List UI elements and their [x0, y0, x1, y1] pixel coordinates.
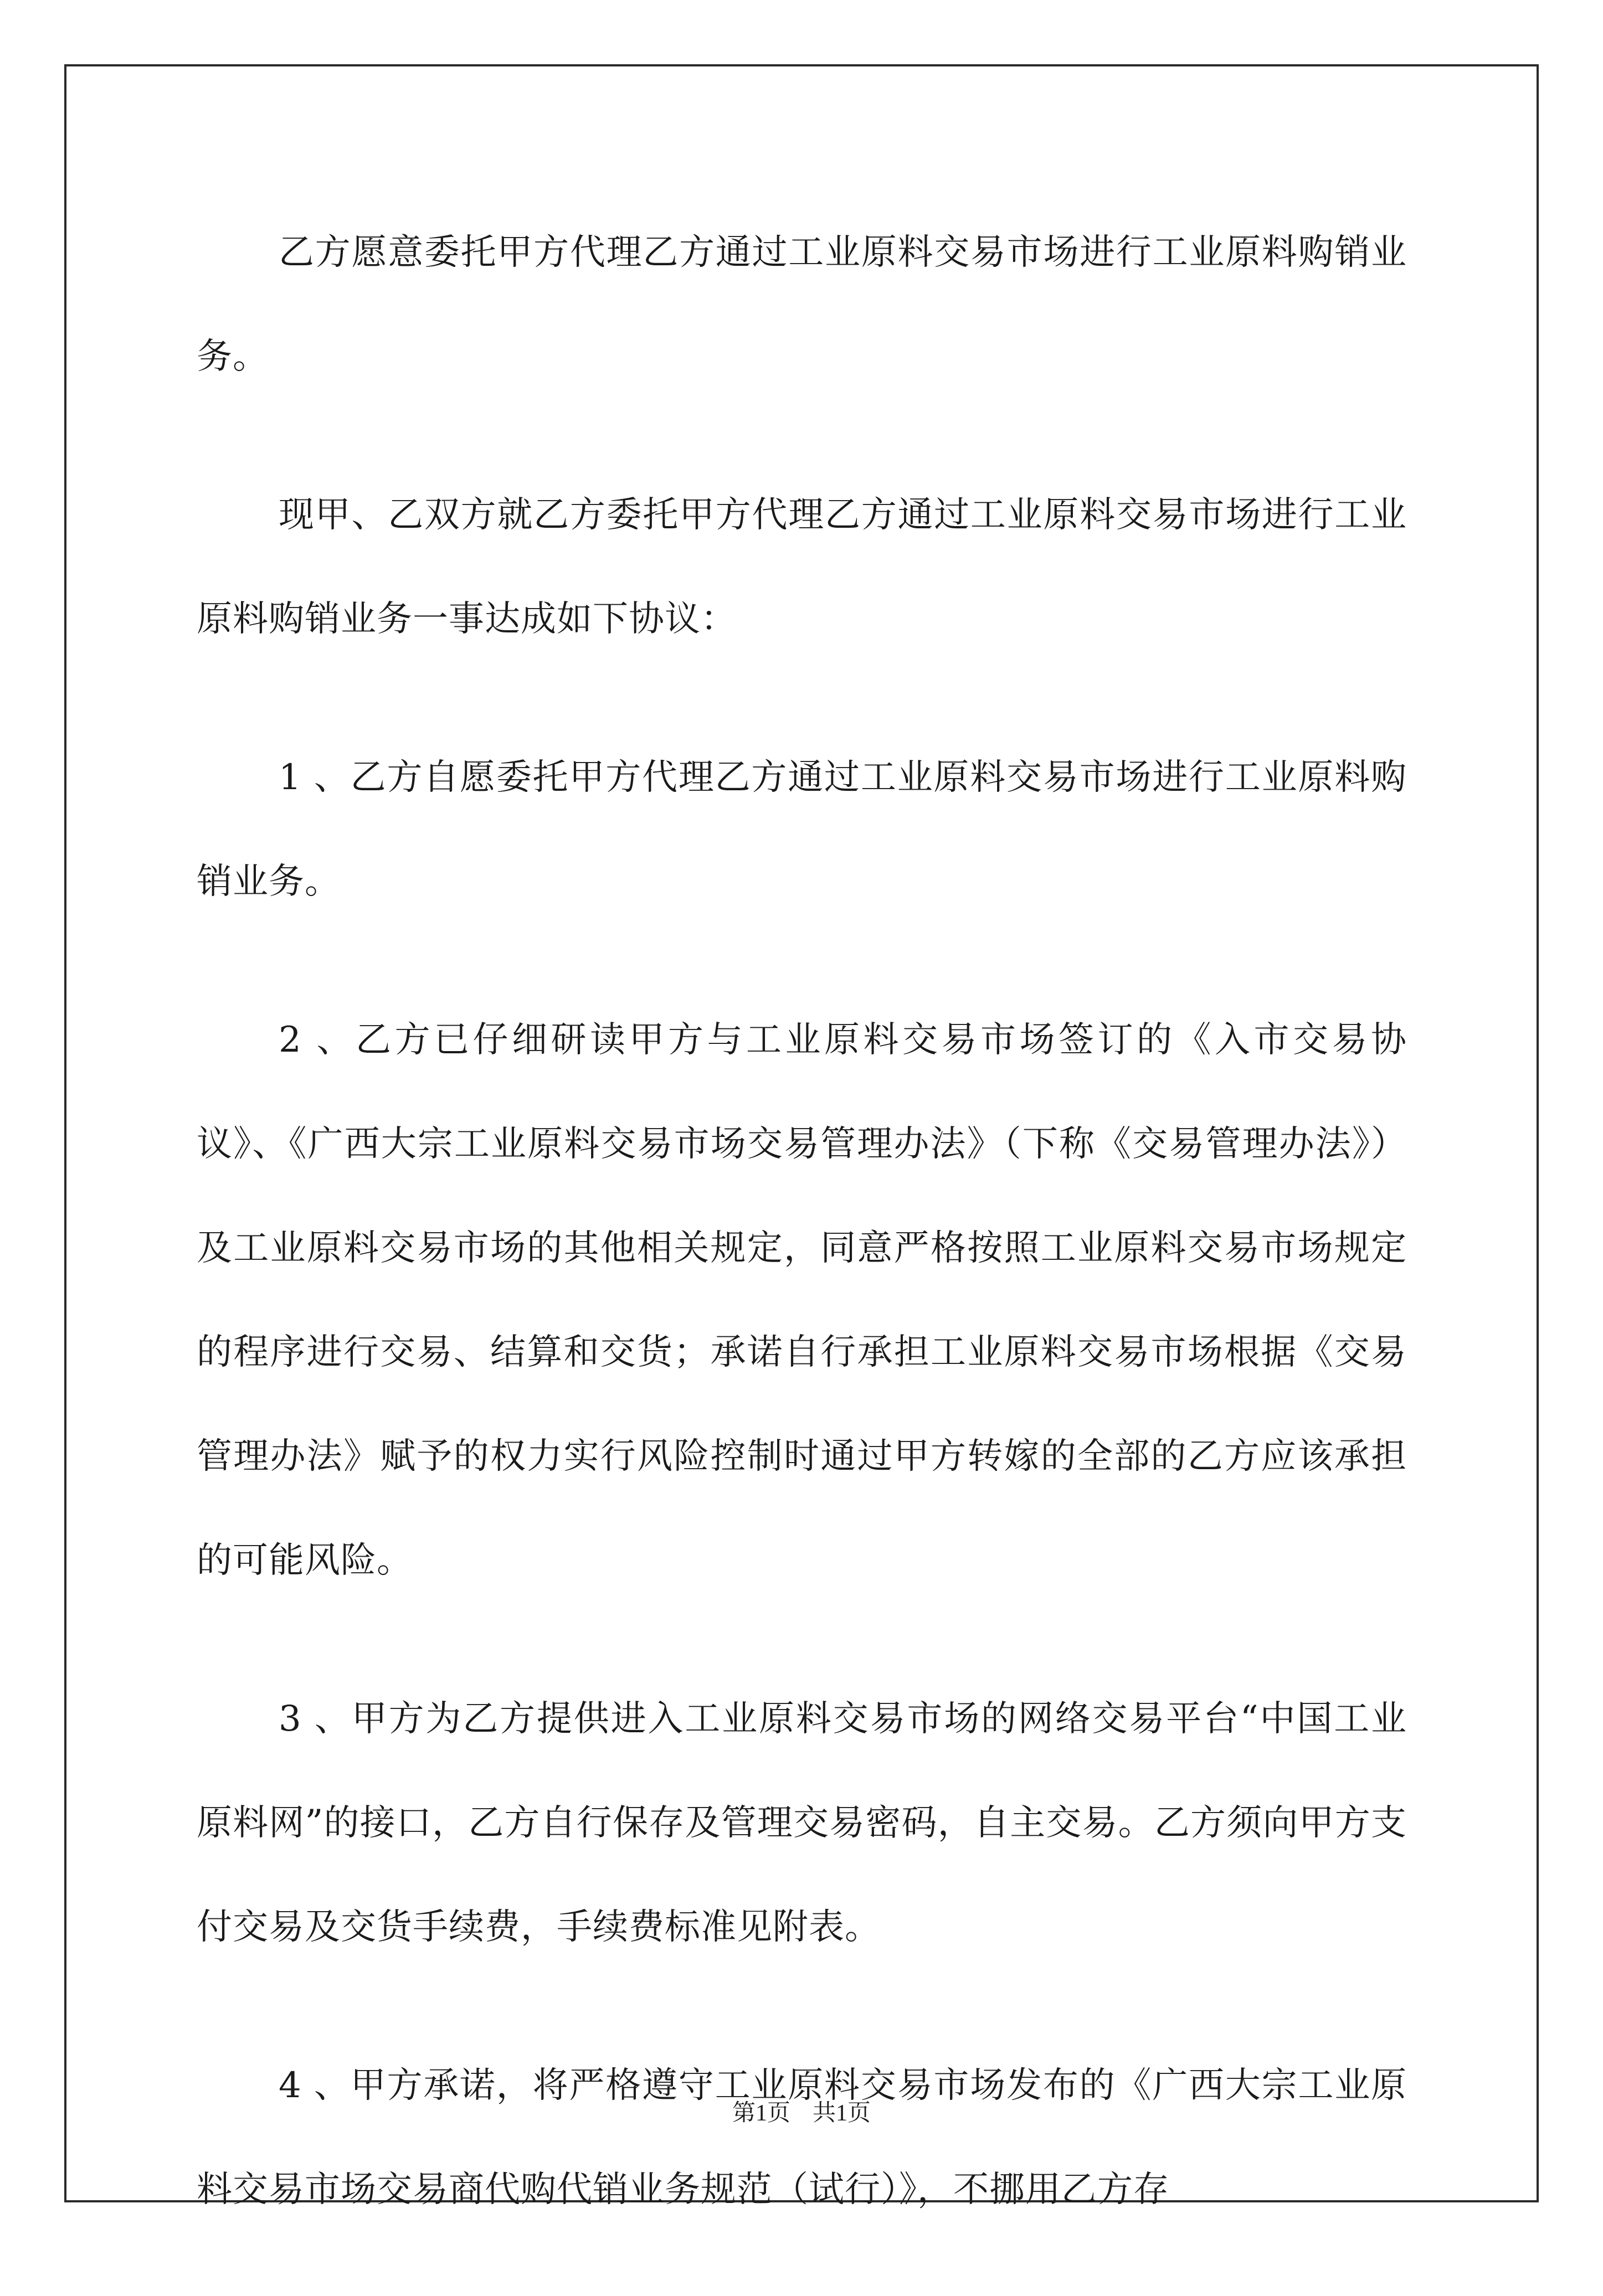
paragraph-intro: 乙方愿意委托甲方代理乙方通过工业原料交易市场进行工业原料购销业务。	[197, 232, 1407, 377]
paragraph-clause-3: 3 、甲方为乙方提供进入工业原料交易市场的网络交易平台“中国工业原料网”的接口，乙方自行保存及管理交易密码，自主交易。乙方须向甲方支付交易及交货手续费，手续费标准见附表。	[197, 1698, 1407, 1948]
page-number-total: 共1页	[813, 2101, 871, 2126]
document-body	[197, 200, 1407, 2296]
paragraph-clause-2: 2 、乙方已仔细研读甲方与工业原料交易市场签订的《入市交易协议》、《广西大宗工业原料交易市场交易管理办法》（下称《交易管理办法》）及工业原料交易市场的其他相关规定，同意严格按照工业原料交易市场规定的程序进行交易、结算和交货；承诺自行承担工业原料交易市场根据《交易管理办法》赋予的权力实行风险控制时通过甲方转嫁的全部的乙方应该承担的可能风险。	[197, 1020, 1407, 1581]
paragraph-clause-1: 1 、乙方自愿委托甲方代理乙方通过工业原料交易市场进行工业原料购销业务。	[197, 757, 1407, 902]
page-footer	[0, 2097, 1603, 2130]
page-number-current: 第1页	[732, 2101, 790, 2126]
paragraph-clause-4: 4 、甲方承诺，将严格遵守工业原料交易市场发布的《广西大宗工业原料交易市场交易商代购代销业务规范（试行）》，不挪用乙方存	[197, 2065, 1407, 2210]
paragraph-agreement-preamble: 现甲、乙双方就乙方委托甲方代理乙方通过工业原料交易市场进行工业原料购销业务一事达成如下协议：	[197, 495, 1407, 640]
